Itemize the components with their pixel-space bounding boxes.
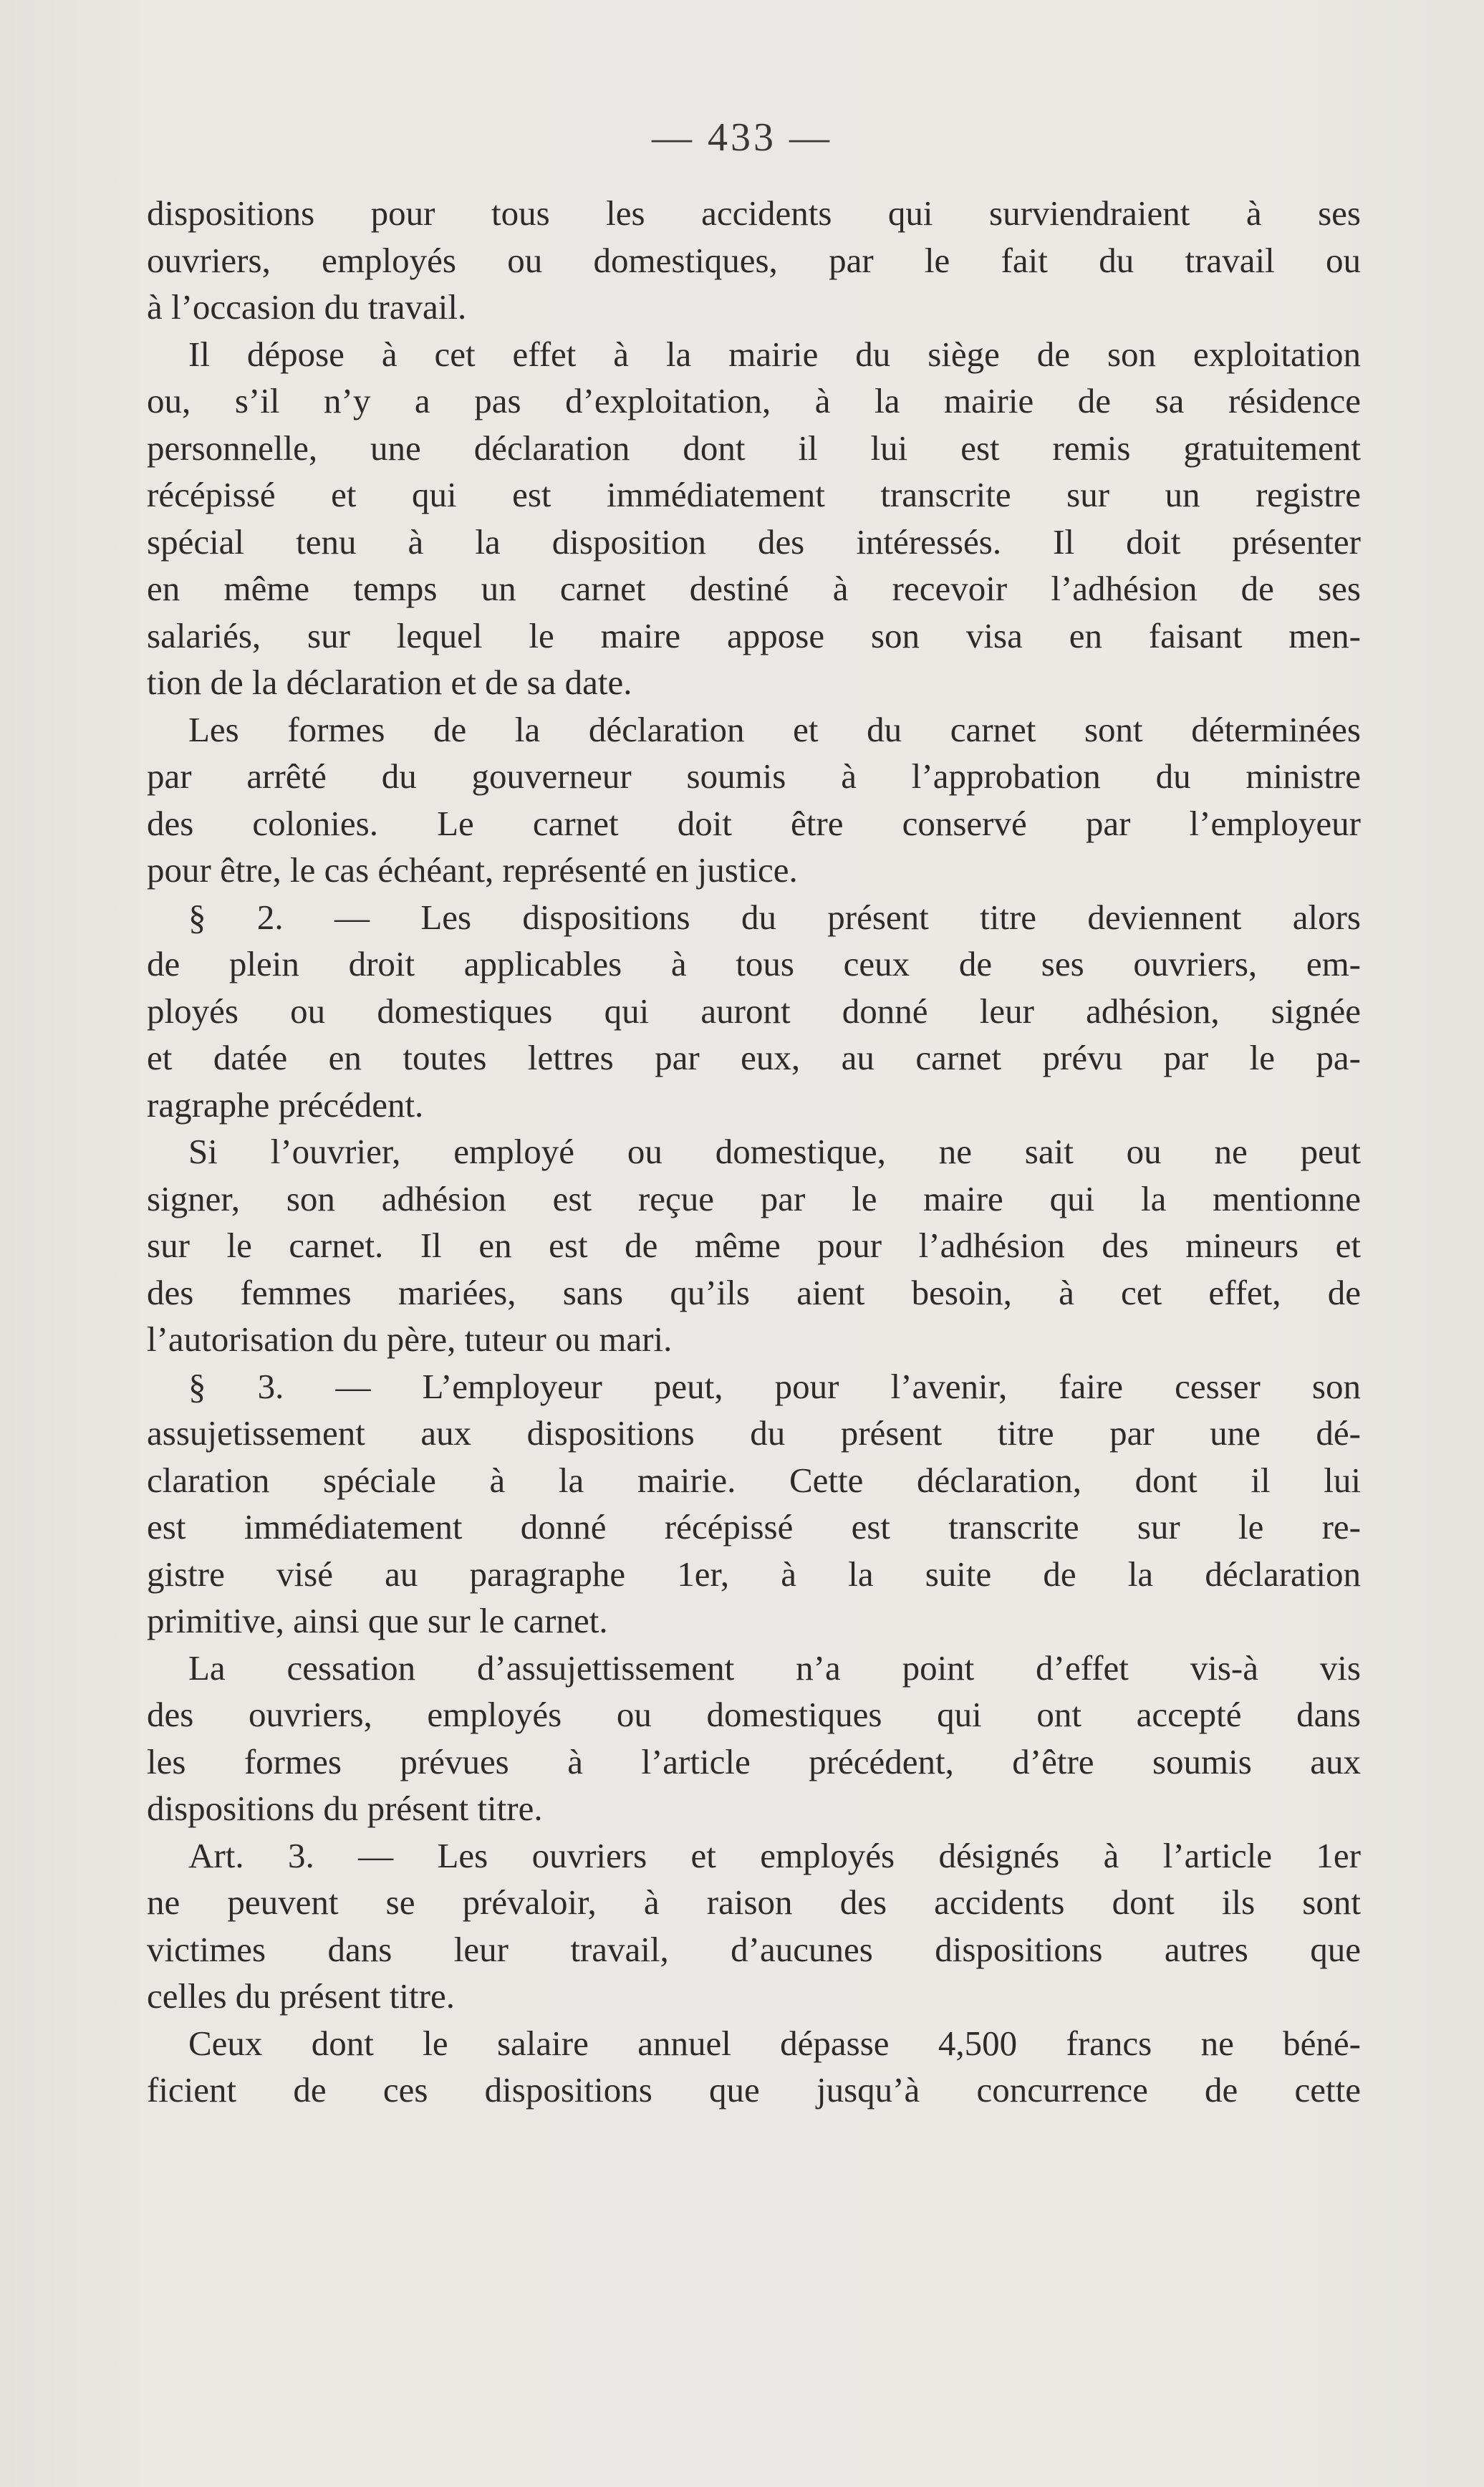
text-line: l’autorisation du père, tuteur ou mari. (147, 1319, 673, 1359)
text-line: victimes dans leur travail, d’aucunes dispositions autres que (147, 1929, 1361, 1969)
text-line: claration spéciale à la mairie. Cette déclaration, dont il lui (147, 1460, 1361, 1500)
text-line: Si l’ouvrier, employé ou domestique, ne sait ou ne peut (188, 1132, 1361, 1171)
text-line: § 2. — Les dispositions du présent titre deviennent alors (188, 897, 1361, 937)
text-line: dispositions du présent titre. (147, 1789, 543, 1828)
text-line: de plein droit applicables à tous ceux de ses ouvriers, em- (147, 944, 1361, 983)
text-line: récépissé et qui est immédiatement transcrite sur un registre (147, 475, 1361, 514)
text-line: primitive, ainsi que sur le carnet. (147, 1601, 608, 1640)
text-line: par arrêté du gouverneur soumis à l’approbation du ministre (147, 756, 1361, 796)
text-line: ployés ou domestiques qui auront donné leur adhésion, signée (147, 991, 1361, 1031)
text-line: ne peuvent se prévaloir, à raison des accidents dont ils sont (147, 1882, 1361, 1922)
text-line: ouvriers, employés ou domestiques, par le fait du travail ou (147, 240, 1361, 280)
text-line: dispositions pour tous les accidents qui surviendraient à ses (147, 193, 1361, 233)
text-line: spécial tenu à la disposition des intéressés. Il doit présenter (147, 521, 1361, 562)
text-line: des colonies. Le carnet doit être conservé par l’employeur (147, 803, 1361, 843)
text-line: signer, son adhésion est reçue par le maire qui la mentionne (147, 1178, 1361, 1218)
text-line: en même temps un carnet destiné à recevoir l’adhésion de ses (147, 569, 1361, 608)
text-line: personnelle, une déclaration dont il lui est remis gratuitement (147, 428, 1361, 468)
text-line: assujetissement aux dispositions du présent titre par une dé- (147, 1413, 1361, 1453)
text-line: § 3. — L’employeur peut, pour l’avenir, faire cesser son (188, 1366, 1361, 1406)
text-line: Il dépose à cet effet à la mairie du siège de son exploitation (188, 334, 1361, 374)
text-line: est immédiatement donné récépissé est transcrite sur le re- (147, 1507, 1361, 1546)
text-line: sur le carnet. Il en est de même pour l’adhésion des mineurs et (147, 1226, 1361, 1265)
text-line: ragraphe précédent. (147, 1084, 424, 1125)
text-line: des ouvriers, employés ou domestiques qui ont accepté dans (147, 1695, 1361, 1734)
text-line: Art. 3. — Les ouvriers et employés désignés à l’article 1er (188, 1835, 1361, 1875)
text-line: celles du présent titre. (147, 1976, 455, 2016)
text-line: et datée en toutes lettres par eux, au carnet prévu par le pa- (147, 1038, 1361, 1077)
text-line: tion de la déclaration et de sa date. (147, 663, 632, 702)
text-line: pour être, le cas échéant, représenté en justice. (147, 850, 798, 890)
page-number: — 433 — (652, 115, 832, 160)
text-line: ficient de ces dispositions que jusqu’à concurrence de cette (147, 2070, 1361, 2110)
text-line: les formes prévues à l’article précédent, d’être soumis aux (147, 1741, 1361, 1781)
body-text (147, 190, 1361, 2114)
text-line: des femmes mariées, sans qu’ils aient besoin, à cet effet, de (147, 1272, 1361, 1312)
text-line: ou, s’il n’y a pas d’exploitation, à la mairie de sa résidence (147, 381, 1361, 420)
text-line: gistre visé au paragraphe 1er, à la suite de la déclaration (147, 1554, 1361, 1594)
text-line: à l’occasion du travail. (147, 287, 467, 327)
text-line: La cessation d’assujettissement n’a point d’effet vis-à vis (188, 1647, 1361, 1688)
text-line: salariés, sur lequel le maire appose son visa en faisant men- (147, 615, 1361, 655)
text-line: Les formes de la déclaration et du carnet sont déterminées (188, 709, 1361, 749)
text-line: Ceux dont le salaire annuel dépasse 4,500 francs ne béné- (188, 2023, 1361, 2063)
